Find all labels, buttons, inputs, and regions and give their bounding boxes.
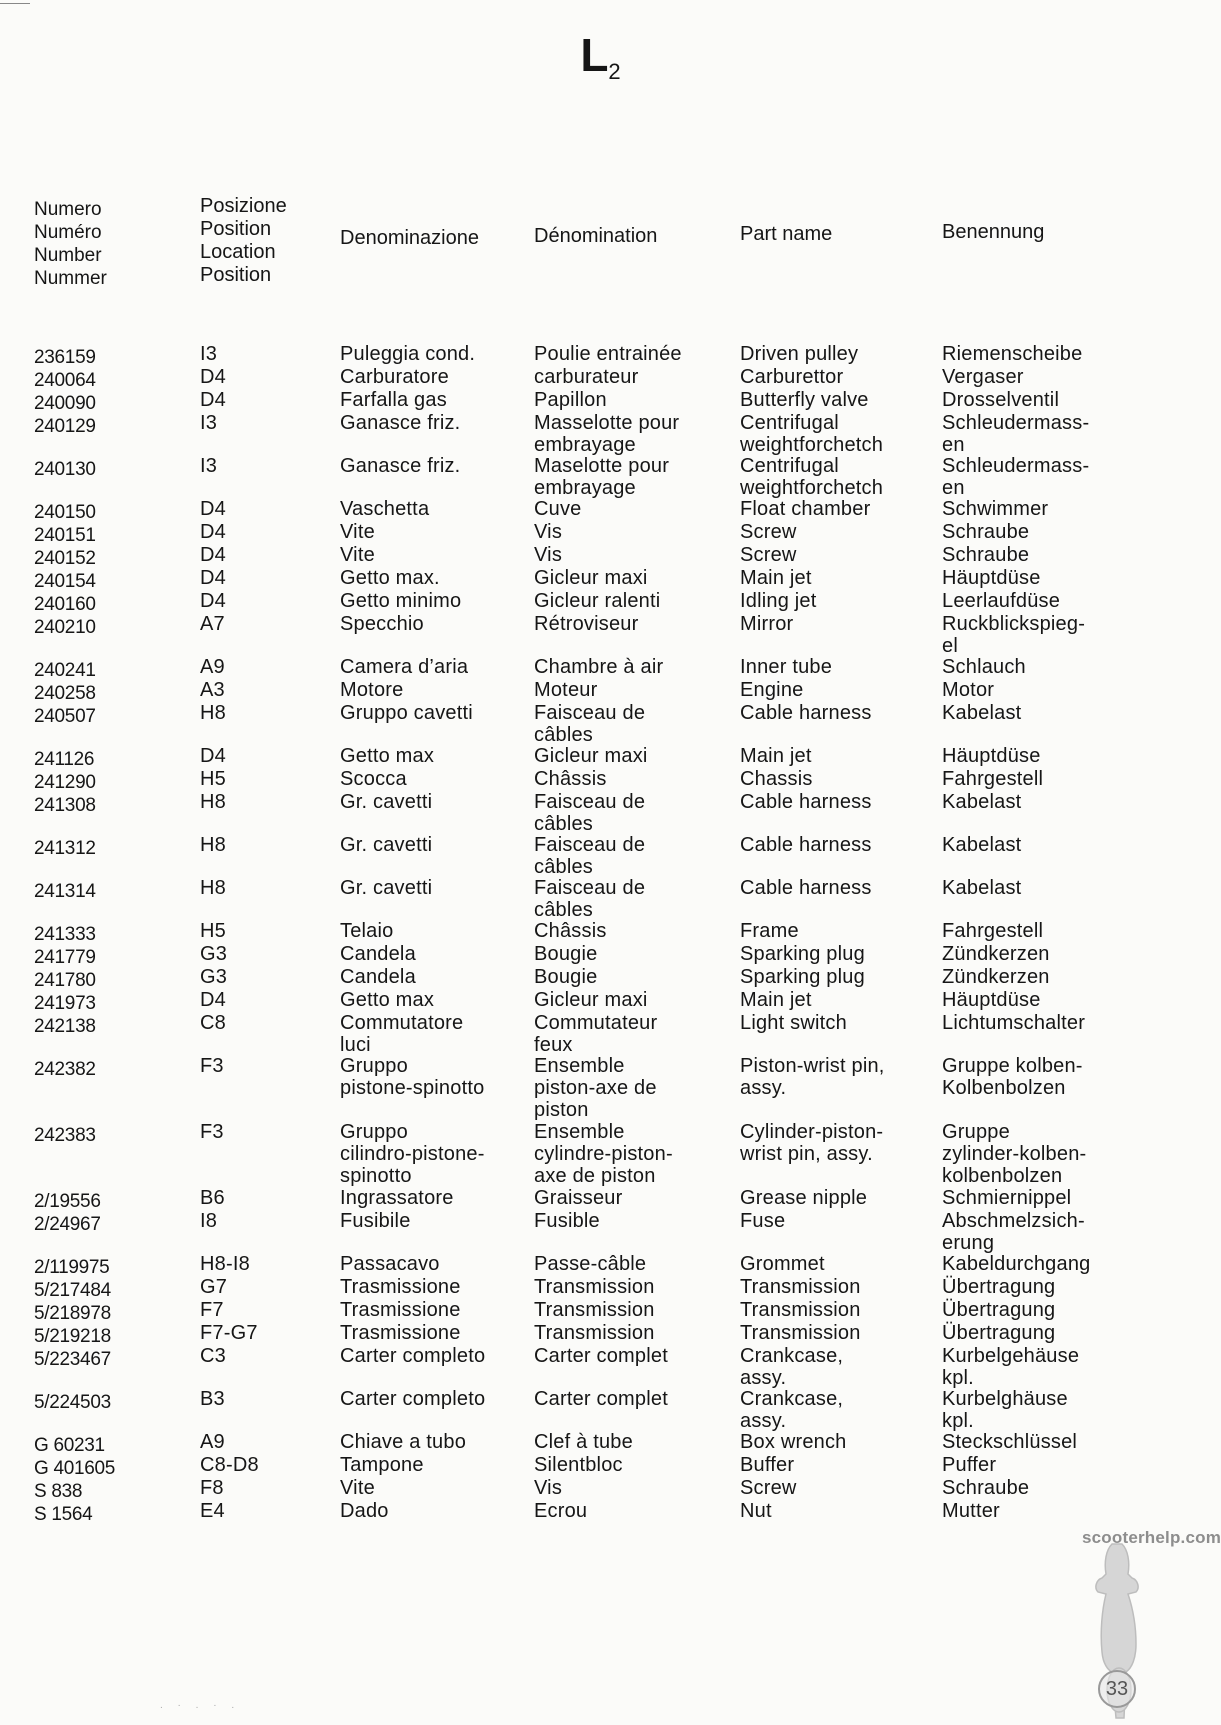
table-row [0,1121,1200,1187]
table-row [0,1322,1200,1345]
cell-name-english: Frame [740,920,799,942]
cell-name-german: Gruppe kolben- Kolbenbolzen [942,1055,1083,1099]
table-row [0,343,1200,366]
page-title-subscript: 2 [608,59,620,84]
cell-name-english: Transmission [740,1276,861,1298]
cell-position: D4 [200,389,226,411]
cell-part-number: 241333 [34,924,96,945]
cell-position: G3 [200,966,228,988]
cell-part-number: G 401605 [34,1458,116,1479]
cell-name-french: Gicleur maxi [534,745,648,767]
cell-name-english: Buffer [740,1454,795,1476]
cell-name-italian: Carter completo [340,1388,486,1410]
cell-name-french: Graisseur [534,1187,623,1209]
table-row [0,943,1200,966]
cell-part-number: 241780 [34,970,96,991]
cell-position: D4 [200,590,226,612]
cell-position: H8 [200,791,226,813]
cell-name-italian: Gr. cavetti [340,791,433,813]
cell-part-number: 240064 [34,370,96,391]
cell-name-english: Cable harness [740,791,872,813]
table-row [0,544,1200,567]
cell-name-german: Häuptdüse [942,745,1041,767]
cell-position: D4 [200,989,226,1011]
table-row [0,567,1200,590]
cell-name-french: Silentbloc [534,1454,623,1476]
cell-name-english: Screw [740,544,797,566]
cell-name-french: Passe-câble [534,1253,647,1275]
cell-name-italian: Specchio [340,613,424,635]
cell-name-italian: Vite [340,1477,375,1499]
header-italian: Denominazione [340,227,479,249]
cell-part-number: 5/223467 [34,1349,111,1370]
cell-position: F3 [200,1121,224,1143]
cell-part-number: 2/19556 [34,1191,101,1212]
cell-name-english: Mirror [740,613,794,635]
cell-name-german: Gruppe zylinder-kolben- kolbenbolzen [942,1121,1087,1187]
cell-name-english: Transmission [740,1322,861,1344]
table-row [0,966,1200,989]
page-title-letter: L [580,29,608,81]
cell-part-number: 240154 [34,571,96,592]
cell-name-german: Schleudermass- en [942,455,1090,499]
cell-part-number: 5/224503 [34,1392,111,1413]
table-row [0,1055,1200,1121]
cell-name-english: Chassis [740,768,813,790]
cell-name-german: Drosselventil [942,389,1060,411]
cell-name-italian: Carburatore [340,366,449,388]
cell-name-french: Faisceau de câbles [534,834,646,878]
header-number: Numero Numéro Number Nummer [34,199,107,289]
cell-name-english: Centrifugal weightforchetch [740,412,884,456]
cell-part-number: 240090 [34,393,96,414]
cell-name-english: Box wrench [740,1431,847,1453]
table-row [0,920,1200,943]
cell-name-french: Gicleur maxi [534,567,648,589]
cell-position: I3 [200,412,218,434]
table-row [0,366,1200,389]
cell-name-german: Zündkerzen [942,966,1050,988]
header-english: Part name [740,223,833,245]
cell-name-english: Screw [740,521,797,543]
cell-part-number: 240129 [34,416,96,437]
table-row [0,656,1200,679]
cell-name-english: Fuse [740,1210,786,1232]
top-edge-mark [0,3,30,4]
cell-name-french: Bougie [534,966,598,988]
cell-name-german: Leerlaufdüse [942,590,1061,612]
cell-name-italian: Tampone [340,1454,424,1476]
cell-name-german: Abschmelzsich- erung [942,1210,1085,1254]
cell-name-french: Carter complet [534,1388,668,1410]
table-row [0,1253,1200,1276]
cell-part-number: 240152 [34,548,96,569]
cell-part-number: 242138 [34,1016,96,1037]
cell-position: H5 [200,768,226,790]
cell-name-german: Schlauch [942,656,1026,678]
cell-name-german: Fahrgestell [942,768,1044,790]
cell-name-german: Schraube [942,544,1030,566]
cell-name-italian: Gruppo pistone-spinotto [340,1055,485,1099]
cell-part-number: 240241 [34,660,96,681]
cell-name-german: Vergaser [942,366,1024,388]
cell-name-italian: Camera d’aria [340,656,469,678]
cell-position: C8 [200,1012,226,1034]
cell-name-english: Idling jet [740,590,817,612]
cell-name-german: Übertragung [942,1276,1056,1298]
cell-name-french: Faisceau de câbles [534,791,646,835]
cell-position: F7-G7 [200,1322,258,1344]
cell-name-italian: Candela [340,943,416,965]
cell-name-italian: Telaio [340,920,394,942]
cell-name-english: Driven pulley [740,343,859,365]
cell-name-italian: Dado [340,1500,389,1522]
table-row [0,834,1200,877]
cell-name-english: Grommet [740,1253,825,1275]
cell-name-english: Crankcase, assy. [740,1345,844,1389]
cell-name-french: Cuve [534,498,582,520]
cell-part-number: 5/219218 [34,1326,111,1347]
cell-name-french: Maselotte pour embrayage [534,455,670,499]
cell-name-german: Steckschlüssel [942,1431,1078,1453]
cell-name-english: Main jet [740,745,812,767]
table-row [0,590,1200,613]
cell-name-german: Kurbelgehäuse kpl. [942,1345,1080,1389]
cell-position: D4 [200,521,226,543]
cell-position: F8 [200,1477,224,1499]
table-row [0,877,1200,920]
cell-name-italian: Chiave a tubo [340,1431,467,1453]
cell-name-french: Vis [534,1477,563,1499]
cell-name-italian: Gr. cavetti [340,877,433,899]
cell-name-english: Cable harness [740,877,872,899]
cell-name-german: Kabelast [942,877,1022,899]
cell-name-german: Kabelast [942,702,1022,724]
cell-name-german: Lichtumschalter [942,1012,1086,1034]
cell-name-french: Châssis [534,768,607,790]
cell-name-italian: Trasmissione [340,1322,461,1344]
cell-part-number: G 60231 [34,1435,105,1456]
page-number: 33 [1098,1670,1136,1708]
cell-part-number: 240151 [34,525,96,546]
header-german: Benennung [942,221,1045,243]
cell-name-english: Crankcase, assy. [740,1388,844,1432]
cell-part-number: 240130 [34,459,96,480]
table-row [0,1388,1200,1431]
cell-name-italian: Gr. cavetti [340,834,433,856]
table-row [0,1187,1200,1210]
cell-part-number: 242383 [34,1125,96,1146]
table-row [0,1500,1200,1523]
header-french: Dénomination [534,225,658,247]
table-row [0,1345,1200,1388]
cell-name-english: Cable harness [740,834,872,856]
cell-name-german: Zündkerzen [942,943,1050,965]
cell-name-english: Screw [740,1477,797,1499]
cell-name-german: Übertragung [942,1299,1056,1321]
cell-position: H8-I8 [200,1253,250,1275]
table-row [0,1299,1200,1322]
cell-position: D4 [200,745,226,767]
cell-name-italian: Ingrassatore [340,1187,454,1209]
cell-position: G7 [200,1276,228,1298]
cell-name-french: Transmission [534,1276,655,1298]
cell-position: D4 [200,544,226,566]
cell-name-english: Float chamber [740,498,871,520]
cell-name-german: Fahrgestell [942,920,1044,942]
cell-name-german: Häuptdüse [942,989,1041,1011]
cell-position: H8 [200,877,226,899]
cell-name-italian: Passacavo [340,1253,440,1275]
table-row [0,412,1200,455]
cell-position: C8-D8 [200,1454,259,1476]
cell-part-number: 236159 [34,347,96,368]
cell-name-german: Häuptdüse [942,567,1041,589]
cell-name-french: Faisceau de câbles [534,702,646,746]
table-row [0,455,1200,498]
cell-name-english: Centrifugal weightforchetch [740,455,884,499]
cell-name-german: Riemenscheibe [942,343,1083,365]
cell-name-french: Transmission [534,1299,655,1321]
cell-part-number: 240150 [34,502,96,523]
parts-table-body [0,343,1200,1523]
cell-part-number: 240210 [34,617,96,638]
cell-part-number: S 1564 [34,1504,93,1525]
cell-name-italian: Commutatore luci [340,1012,464,1056]
cell-name-italian: Getto max. [340,567,440,589]
cell-position: H8 [200,702,226,724]
cell-position: D4 [200,498,226,520]
cell-name-french: Vis [534,521,563,543]
table-row [0,1012,1200,1055]
cell-part-number: 5/217484 [34,1280,111,1301]
cell-part-number: 5/218978 [34,1303,111,1324]
cell-name-french: Papillon [534,389,607,411]
cell-part-number: 240258 [34,683,96,704]
cell-name-german: Kurbelghäuse kpl. [942,1388,1068,1432]
cell-name-italian: Vite [340,521,375,543]
cell-part-number: S 838 [34,1481,83,1502]
table-row [0,498,1200,521]
cell-name-english: Piston-wrist pin, assy. [740,1055,885,1099]
cell-name-german: Ruckblickspieg- el [942,613,1086,657]
cell-position: I3 [200,455,218,477]
cell-name-english: Cylinder-piston- wrist pin, assy. [740,1121,884,1165]
cell-name-french: Vis [534,544,563,566]
cell-position: F3 [200,1055,224,1077]
cell-name-italian: Getto minimo [340,590,462,612]
cell-name-french: Poulie entrainée [534,343,682,365]
cell-name-italian: Ganasce friz. [340,455,461,477]
cell-name-french: Masselotte pour embrayage [534,412,680,456]
cell-name-french: Ensemble piston-axe de piston [534,1055,657,1121]
cell-name-italian: Trasmissione [340,1299,461,1321]
cell-name-italian: Gruppo cavetti [340,702,473,724]
cell-name-french: Ecrou [534,1500,588,1522]
cell-position: F7 [200,1299,224,1321]
cell-part-number: 241312 [34,838,96,859]
cell-name-english: Main jet [740,989,812,1011]
cell-position: A9 [200,1431,225,1453]
header-position: Posizione Position Location Position [200,195,287,286]
cell-position: C3 [200,1345,226,1367]
cell-name-french: Commutateur feux [534,1012,658,1056]
cell-name-french: Châssis [534,920,607,942]
cell-name-italian: Fusibile [340,1210,411,1232]
cell-name-italian: Gruppo cilindro-pistone- spinotto [340,1121,485,1187]
cell-position: H8 [200,834,226,856]
cell-name-german: Schmiernippel [942,1187,1072,1209]
cell-name-german: Kabelast [942,834,1022,856]
table-row [0,1431,1200,1454]
cell-part-number: 241126 [34,749,95,770]
cell-position: E4 [200,1500,225,1522]
cell-position: A7 [200,613,225,635]
table-row [0,613,1200,656]
cell-part-number: 242382 [34,1059,96,1080]
cell-part-number: 2/24967 [34,1214,101,1235]
cell-part-number: 241290 [34,772,96,793]
cell-name-english: Main jet [740,567,812,589]
cell-name-german: Motor [942,679,995,701]
cell-position: G3 [200,943,228,965]
cell-name-english: Carburettor [740,366,844,388]
table-row [0,745,1200,768]
cell-name-french: Faisceau de câbles [534,877,646,921]
cell-name-italian: Trasmissione [340,1276,461,1298]
table-row [0,1210,1200,1253]
cell-name-french: Chambre à air [534,656,664,678]
cell-position: A3 [200,679,225,701]
table-row [0,521,1200,544]
page-title [0,28,1200,85]
cell-name-english: Light switch [740,1012,847,1034]
cell-name-german: Schraube [942,521,1030,543]
table-row [0,1276,1200,1299]
cell-name-english: Transmission [740,1299,861,1321]
cell-name-french: Gicleur maxi [534,989,648,1011]
cell-name-english: Inner tube [740,656,833,678]
cell-name-french: Carter complet [534,1345,668,1367]
cell-name-french: Ensemble cylindre-piston- axe de piston [534,1121,673,1187]
cell-name-italian: Carter completo [340,1345,486,1367]
cell-name-italian: Farfalla gas [340,389,447,411]
cell-name-italian: Vite [340,544,375,566]
cell-position: A9 [200,656,225,678]
table-row [0,1477,1200,1500]
cell-part-number: 241308 [34,795,96,816]
cell-name-french: Clef à tube [534,1431,633,1453]
cell-position: B6 [200,1187,225,1209]
cell-name-italian: Getto max [340,989,435,1011]
cell-name-french: Moteur [534,679,598,701]
cell-name-german: Kabelast [942,791,1022,813]
cell-name-german: Mutter [942,1500,1000,1522]
cell-name-french: Transmission [534,1322,655,1344]
cell-name-italian: Scocca [340,768,407,790]
cell-position: D4 [200,366,226,388]
cell-name-german: Kabeldurchgang [942,1253,1091,1275]
cell-name-french: Bougie [534,943,598,965]
cell-name-french: carburateur [534,366,639,388]
table-row [0,989,1200,1012]
table-row [0,1454,1200,1477]
cell-part-number: 240160 [34,594,96,615]
table-row [0,679,1200,702]
cell-name-english: Butterfly valve [740,389,869,411]
cell-name-french: Fusible [534,1210,600,1232]
cell-name-french: Gicleur ralenti [534,590,661,612]
cell-name-english: Engine [740,679,804,701]
watermark-text: scooterhelp.com [1082,1528,1221,1547]
cell-name-italian: Getto max [340,745,435,767]
cell-position: H5 [200,920,226,942]
cell-name-german: Puffer [942,1454,997,1476]
cell-name-german: Schraube [942,1477,1030,1499]
cell-name-italian: Ganasce friz. [340,412,461,434]
cell-name-english: Nut [740,1500,772,1522]
cell-position: D4 [200,567,226,589]
cell-name-italian: Motore [340,679,404,701]
table-row [0,389,1200,412]
cell-part-number: 240507 [34,706,96,727]
cell-name-italian: Vaschetta [340,498,430,520]
cell-name-italian: Candela [340,966,416,988]
cell-position: I3 [200,343,218,365]
cell-position: B3 [200,1388,225,1410]
cell-name-english: Grease nipple [740,1187,868,1209]
cell-part-number: 241973 [34,993,96,1014]
cell-name-italian: Puleggia cond. [340,343,476,365]
cell-name-german: Schleudermass- en [942,412,1090,456]
cell-name-german: Schwimmer [942,498,1049,520]
table-row [0,768,1200,791]
table-row [0,702,1200,745]
cell-name-english: Sparking plug [740,943,865,965]
cell-name-german: Übertragung [942,1322,1056,1344]
cell-name-english: Cable harness [740,702,872,724]
cell-part-number: 241314 [34,881,96,902]
scan-specks: . · . · . [160,1700,241,1711]
cell-part-number: 2/119975 [34,1257,110,1278]
cell-name-english: Sparking plug [740,966,865,988]
table-row [0,791,1200,834]
table-header [0,195,1200,295]
cell-part-number: 241779 [34,947,96,968]
cell-position: I8 [200,1210,218,1232]
cell-name-french: Rétroviseur [534,613,639,635]
